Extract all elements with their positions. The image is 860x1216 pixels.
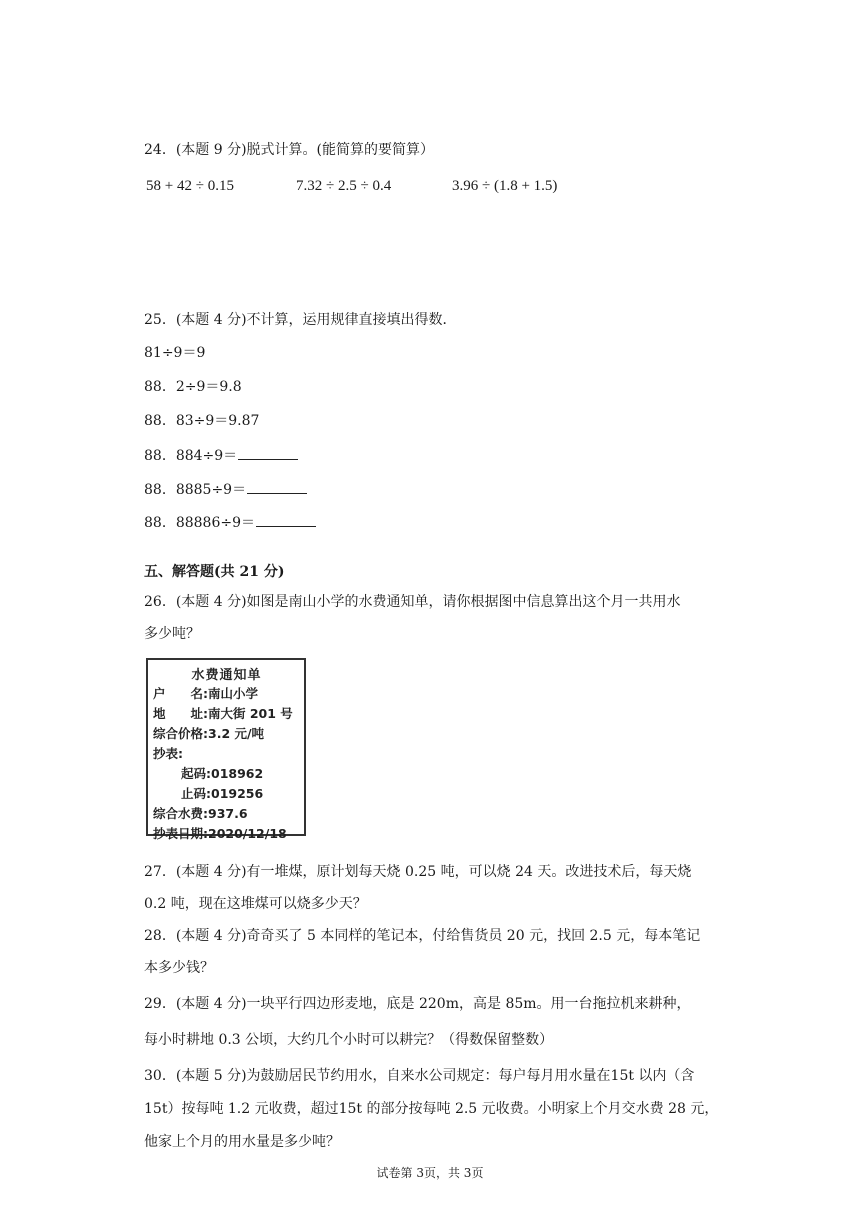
notice-row: 抄表日期:2020/12/18 [153, 826, 287, 841]
answer-blank[interactable] [238, 445, 298, 460]
q25-stem: 25．(本题 4 分)不计算，运用规律直接填出得数． [144, 312, 457, 328]
notice-row: 户 名:南山小学 [153, 686, 258, 701]
answer-blank[interactable] [247, 479, 307, 494]
q25-line-4-text: 88．884÷9＝ [144, 448, 238, 464]
q28-line-1: 28．(本题 4 分)奇奇买了 5 本同样的笔记本，付给售货员 20 元，找回 2.5 元，每本笔记 [144, 928, 701, 944]
q25-line-6-text: 88．88886÷9＝ [144, 515, 255, 531]
q25-line-4 [144, 445, 298, 466]
notice-row: 综合价格:3.2 元/吨 [153, 726, 265, 741]
notice-row: 起码:018962 [181, 766, 264, 781]
notice-row: 地 址:南大街 201 号 [153, 706, 293, 721]
q25-line-3: 88．83÷9＝9.87 [144, 413, 260, 429]
page-footer: 试卷第 3页，共 3页 [376, 1166, 484, 1180]
q25-line-1: 81÷9＝9 [144, 345, 206, 361]
q28-line-2: 本多少钱？ [144, 960, 214, 976]
water-bill-notice [146, 658, 306, 841]
q25-line-5 [144, 479, 307, 500]
section-title: 五、解答题(共 21 分) [144, 564, 285, 580]
q24-stem: 24．(本题 9 分)脱式计算。(能简算的要简算） [144, 142, 435, 158]
q25-line-2: 88．2÷9＝9.8 [144, 379, 242, 395]
q30-line-1: 30．(本题 5 分)为鼓励居民节约用水，自来水公司规定：每户每月用水量在15t 以内（含 [144, 1068, 695, 1084]
q25-line-5-text: 88．8885÷9＝ [144, 482, 247, 498]
notice-row: 止码:019256 [181, 786, 264, 801]
notice-row: 抄表: [153, 746, 183, 761]
q24-expr-3: 3.96 ÷ (1.8 + 1.5) [452, 178, 558, 194]
q24-expr-1: 58 + 42 ÷ 0.15 [146, 178, 234, 194]
q30-line-3: 他家上个月的用水量是多少吨？ [144, 1134, 340, 1150]
q24-expr-2: 7.32 ÷ 2.5 ÷ 0.4 [296, 178, 392, 194]
q26-line-2: 多少吨？ [144, 626, 200, 642]
q27-line-1: 27．(本题 4 分)有一堆煤，原计划每天烧 0.25 吨，可以烧 24 天。改进技术后，每天烧 [144, 864, 692, 880]
notice-title: 水费通知单 [191, 668, 262, 683]
q29-line-2: 每小时耕地 0.3 公顷，大约几个小时可以耕完？（得数保留整数） [144, 1032, 554, 1048]
q30-line-2: 15t）按每吨 1.2 元收费，超过15t 的部分按每吨 2.5 元收费。小明家上个月交水费 28 元， [144, 1101, 719, 1117]
notice-row: 综合水费:937.6 [153, 806, 248, 821]
q27-line-2: 0.2 吨，现在这堆煤可以烧多少天？ [144, 896, 367, 912]
q29-line-1: 29．(本题 4 分)一块平行四边形麦地，底是 220m，高是 85m。用一台拖拉机来耕种， [144, 996, 691, 1012]
q26-line-1: 26．(本题 4 分)如图是南山小学的水费通知单，请你根据图中信息算出这个月一共用水 [144, 594, 681, 610]
answer-blank[interactable] [256, 512, 316, 527]
q25-line-6 [144, 512, 316, 533]
